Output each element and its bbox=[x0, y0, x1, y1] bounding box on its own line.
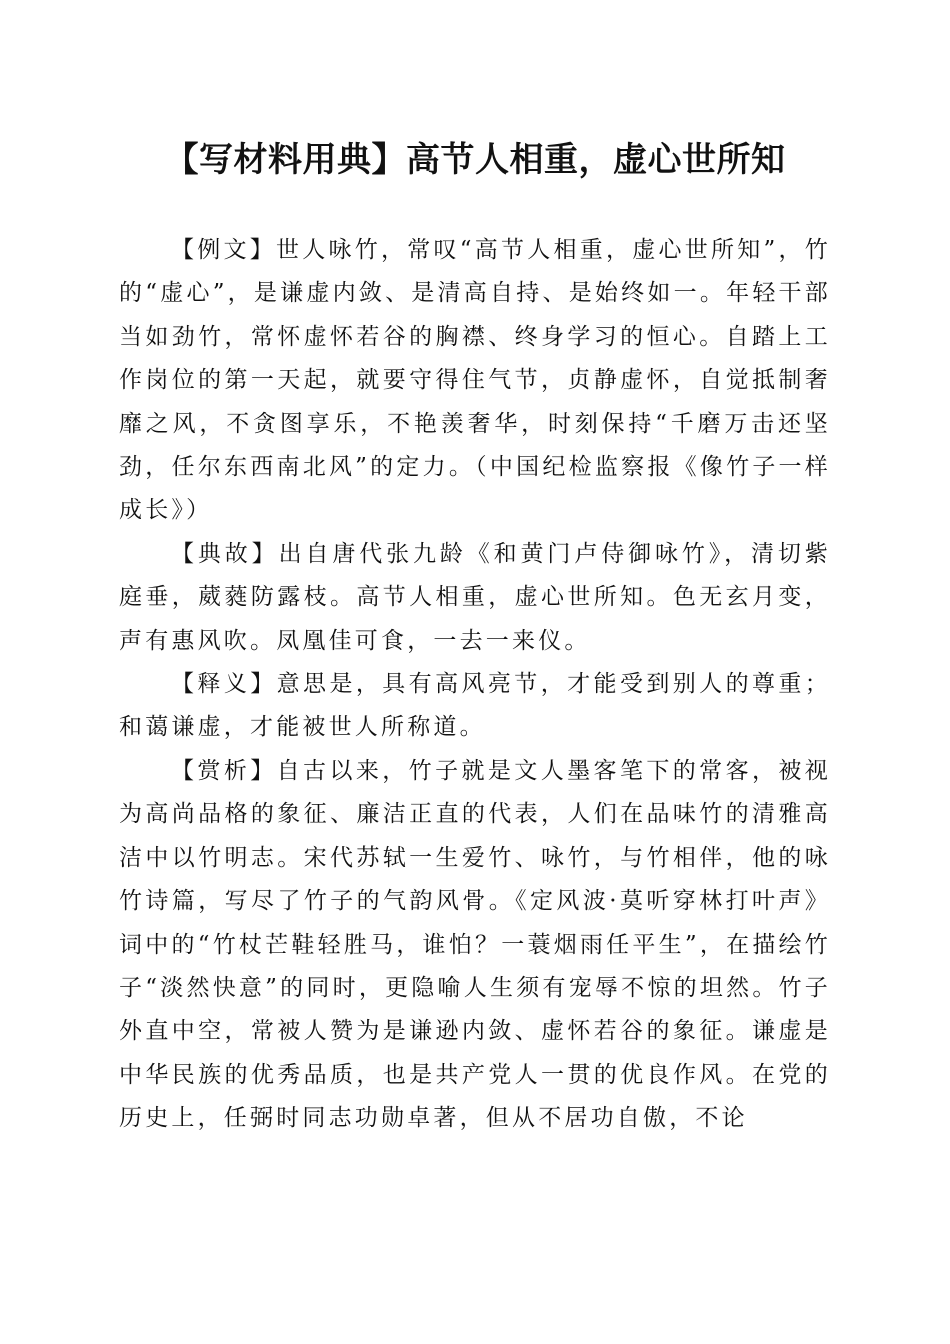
paragraph-text: 出自唐代张九龄《和黄门卢侍御咏竹》，清切紫庭垂，葳蕤防露枝。高节人相重，虚心世所知。色无玄月变，声有惠风吹。凤凰佳可食，一去一来仪。 bbox=[119, 540, 831, 654]
paragraph-text: 意思是，具有高风亮节，才能受到别人的尊重；和蔼谦虚，才能被世人所称道。 bbox=[119, 671, 831, 741]
paragraph-meaning bbox=[119, 663, 831, 750]
paragraph-example bbox=[119, 229, 831, 533]
paragraph-text: 自古以来，竹子就是文人墨客笔下的常客，被视为高尚品格的象征、廉洁正直的代表，人们在品味竹的清雅高洁中以竹明志。宋代苏轼一生爱竹、咏竹，与竹相伴，他的咏竹诗篇，写尽了竹子的气韵风骨。《定风波·莫听穿林打叶声》词中的“竹杖芒鞋轻胜马，谁怕？一蓑烟雨任平生”，在描绘竹子“淡然快意”的同时，更隐喻人生须有宠辱不惊的坦然。竹子外直中空，常被人赞为是谦逊内敛、虚怀若谷的象征。谦虚是中华民族的优秀品质，也是共产党人一贯的优良作风。在党的历史上，任弼时同志功勋卓著，但从不居功自傲，不论 bbox=[119, 757, 831, 1132]
document-title: 【写材料用典】高节人相重，虚心世所知 bbox=[164, 140, 786, 180]
paragraph-tag: 【例文】 bbox=[171, 237, 277, 263]
paragraph-tag: 【释义】 bbox=[171, 671, 277, 698]
paragraph-tag: 【赏析】 bbox=[171, 757, 277, 784]
paragraph-text: 世人咏竹，常叹“高节人相重，虚心世所知”，竹的“虚心”，是谦虚内敛、是清高自持、是始终如一。年轻干部当如劲竹，常怀虚怀若谷的胸襟、终身学习的恒心。自踏上工作岗位的第一天起，就要守得住气节，贞静虚怀，自觉抵制奢靡之风，不贪图享乐，不艳羡奢华，时刻保持“千磨万击还坚劲，任尔东西南北风”的定力。（中国纪检监察报《像竹子一样成长》） bbox=[119, 237, 831, 524]
paragraph-allusion bbox=[119, 533, 831, 663]
paragraph-appreciation bbox=[119, 750, 831, 1141]
document-body bbox=[119, 229, 831, 1141]
paragraph-tag: 【典故】 bbox=[171, 540, 279, 567]
